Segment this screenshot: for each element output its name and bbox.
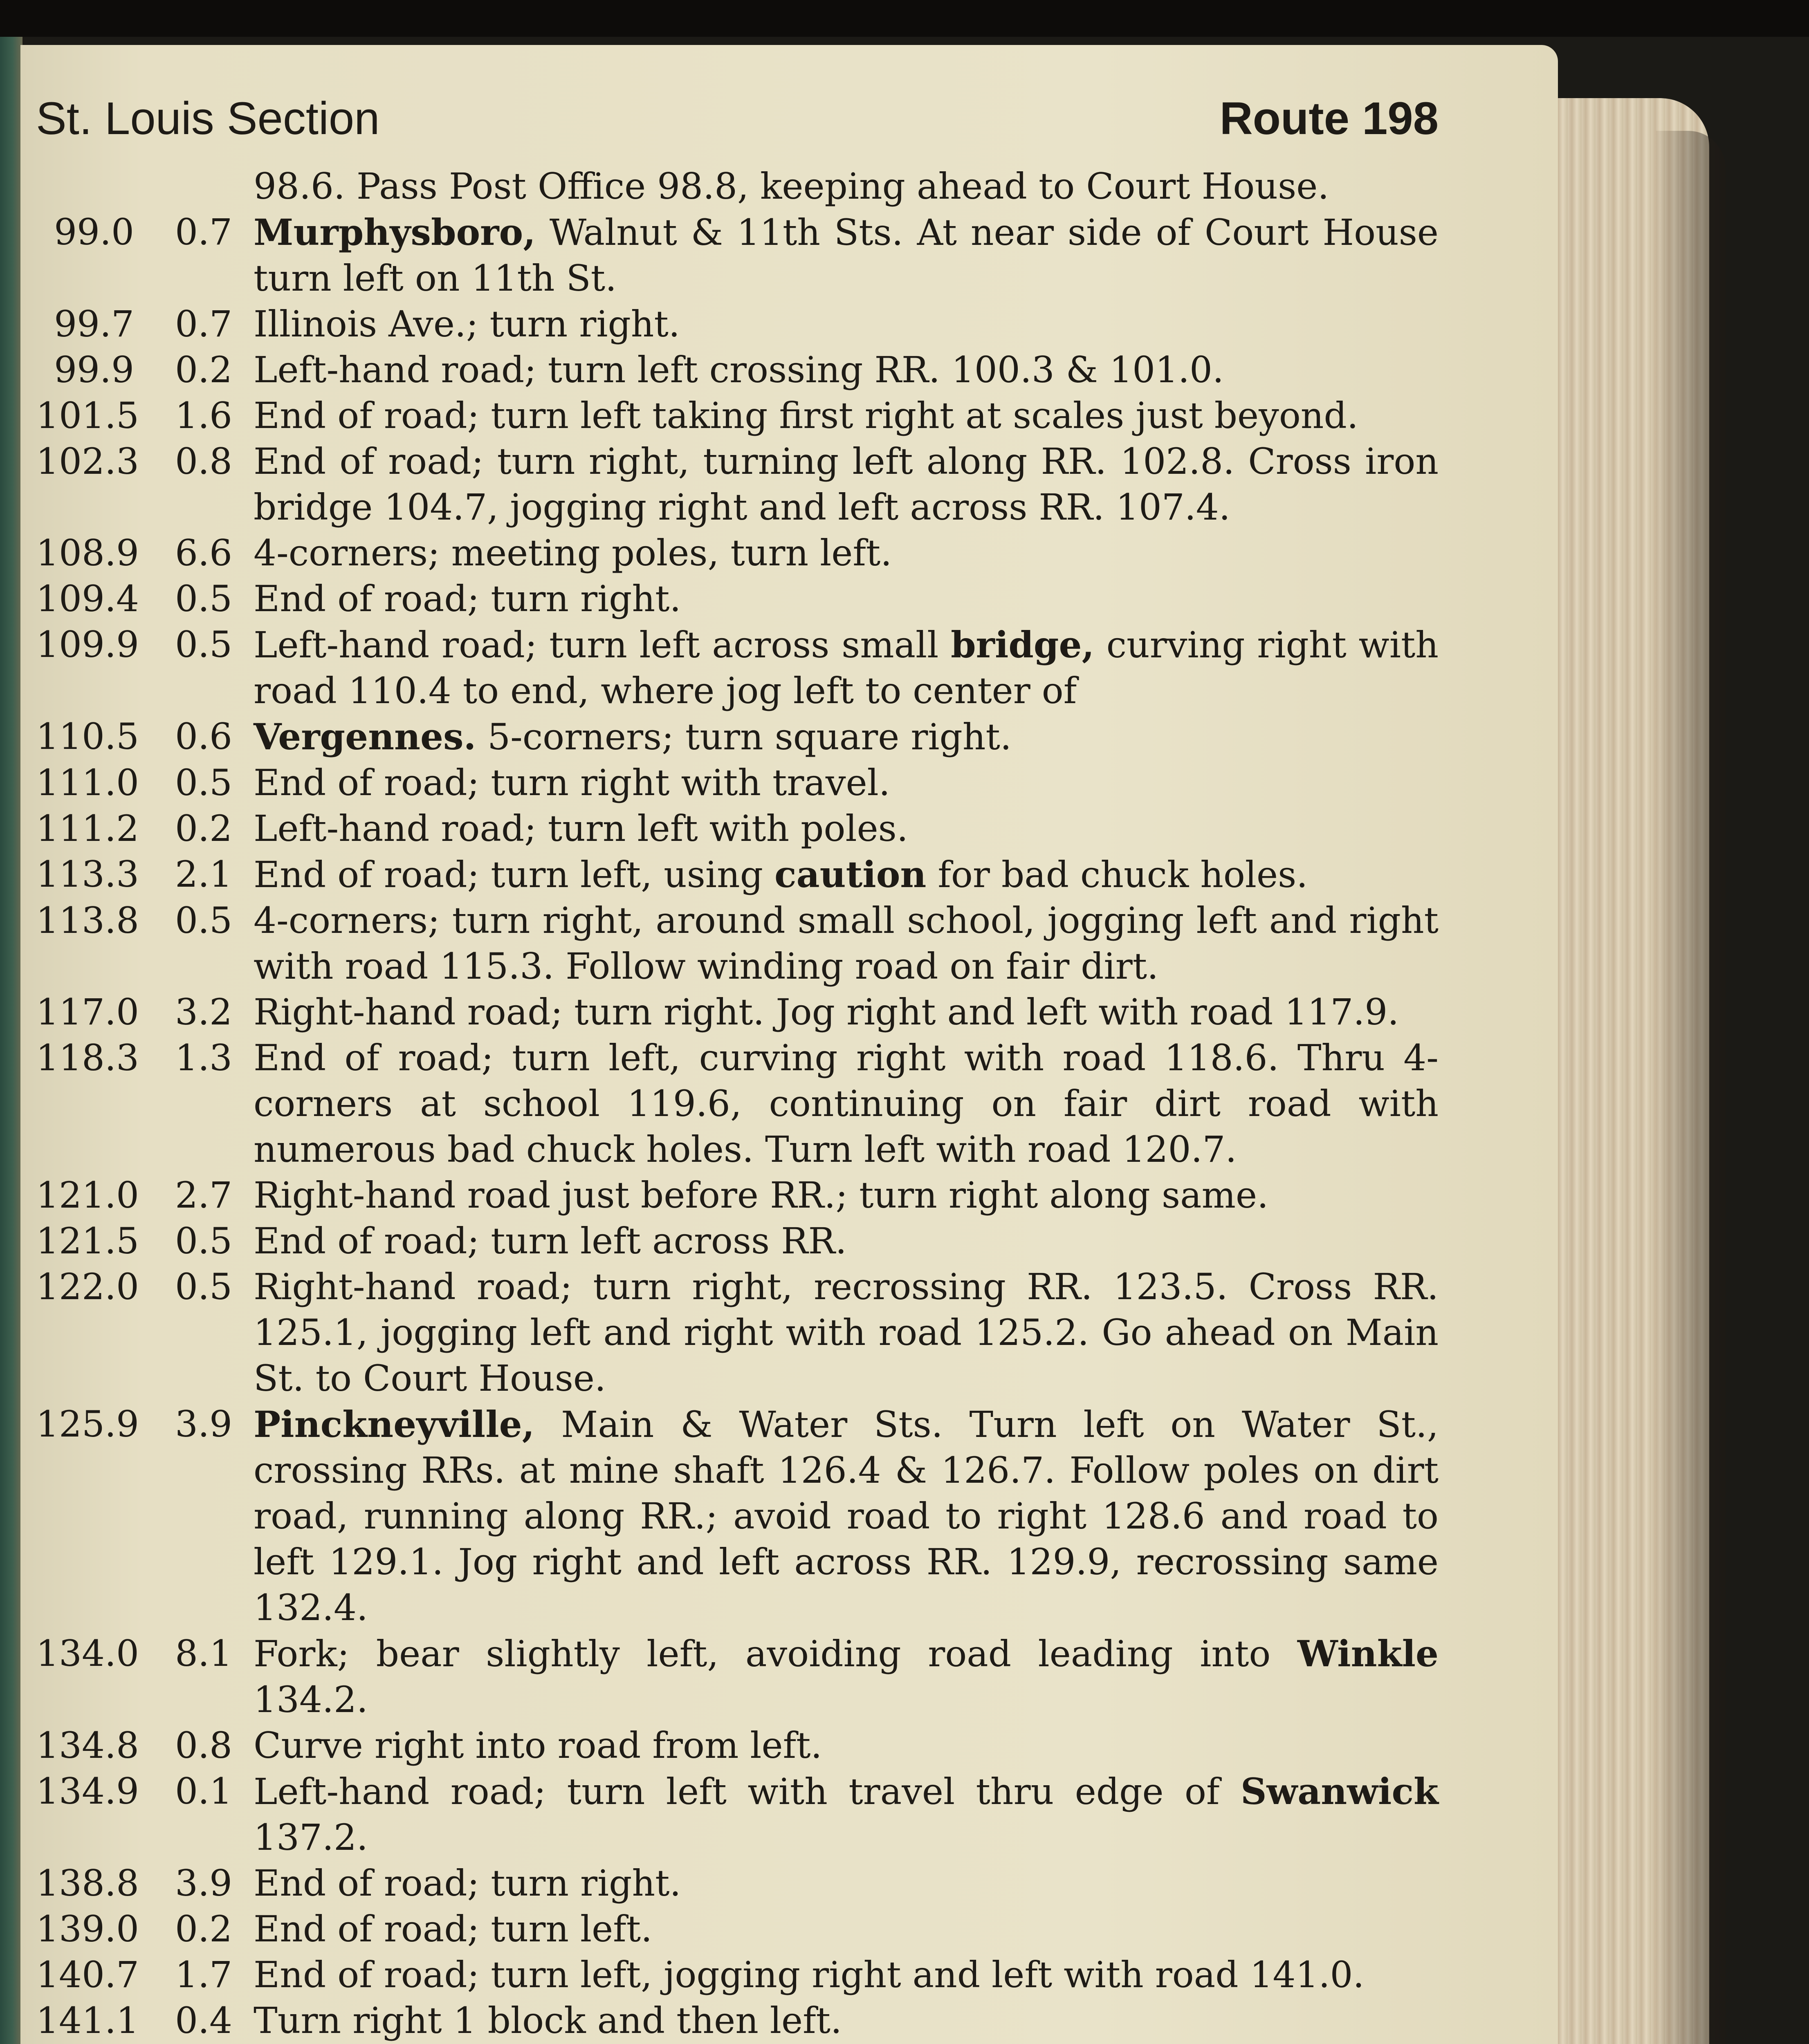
direction-fragment: End of road; turn left, curving right with road 118.6. Thru 4-corners at school 119.6, continuing on fair dirt road with numerous bad chuck holes. Turn left with road 120.7. [254,1037,1439,1170]
place-name: caution [774,853,927,896]
route-entry [36,1768,1439,1860]
direction-text [254,898,1439,989]
direction-fragment: Illinois Ave.; turn right. [254,303,680,345]
cumulative-mileage: 121.5 [36,1220,139,1262]
intermediate-distance: 2.1 [175,853,232,895]
route-entry [36,1998,1439,2044]
route-entry [36,760,1439,806]
route-entry [36,1906,1439,1952]
intermediate-distance: 2.7 [175,1174,232,1216]
intermediate-distance: 0.5 [175,578,232,620]
intermediate-distance: 0.6 [175,715,232,758]
direction-fragment: for bad chuck holes. [926,854,1308,896]
route-entry [36,806,1439,852]
direction-text [254,1631,1439,1723]
cumulative-mileage: 121.0 [36,1174,139,1216]
direction-text [254,1218,1439,1264]
intermediate-distance: 3.9 [175,1403,232,1445]
cumulative-mileage: 113.8 [36,899,139,941]
route-entry [36,393,1439,439]
direction-text [254,714,1439,760]
route-entry [36,530,1439,576]
intermediate-distance: 0.2 [175,1908,232,1950]
direction-text [254,530,1439,576]
cumulative-mileage: 101.5 [36,394,139,437]
route-entry [36,1723,1439,1768]
route-title: Route 198 [1219,93,1439,144]
cumulative-mileage: 111.2 [36,807,139,849]
direction-text [254,393,1439,439]
direction-text [254,806,1439,852]
direction-text [254,1998,1439,2044]
direction-fragment: End of road; turn left, using [254,854,775,896]
intermediate-distance: 0.1 [175,1770,232,1812]
route-entry [36,714,1439,760]
route-entry [36,898,1439,989]
direction-text [254,347,1439,393]
direction-fragment: Left-hand road; turn left with poles. [254,807,908,849]
cumulative-mileage: 139.0 [36,1908,139,1950]
route-entry [36,576,1439,622]
route-entry [36,301,1439,347]
direction-fragment: End of road; turn left, jogging right and left with road 141.0. [254,1954,1365,1996]
route-entry [36,1218,1439,1264]
intermediate-distance: 0.5 [175,1266,232,1308]
cumulative-mileage: 99.9 [54,349,134,391]
route-entry [36,989,1439,1035]
intermediate-distance: 6.6 [175,532,232,574]
direction-fragment: End of road; turn right. [254,578,681,620]
intermediate-distance: 8.1 [175,1632,232,1674]
direction-fragment: End of road; turn right with travel. [254,762,890,804]
route-entry [36,1952,1439,1998]
direction-fragment: Fork; bear slightly left, avoiding road leading into [254,1633,1297,1675]
route-entry [36,1264,1439,1401]
direction-fragment: End of road; turn left. [254,1908,653,1950]
place-name: Pinckneyville, [254,1403,535,1446]
book-cover-top [0,0,1809,37]
cumulative-mileage: 111.0 [36,762,139,804]
cumulative-mileage: 109.4 [36,578,139,620]
cumulative-mileage: 108.9 [36,532,139,574]
direction-fragment: Left-hand road; turn left with travel thru edge of [254,1771,1241,1813]
intermediate-distance: 0.5 [175,623,232,666]
intermediate-distance: 0.5 [175,762,232,804]
intermediate-distance: 0.7 [175,211,232,253]
direction-text [254,989,1439,1035]
cumulative-mileage: 134.0 [36,1632,139,1674]
route-entry [36,1172,1439,1218]
intermediate-distance: 0.4 [175,1999,232,2042]
facing-page-edge [0,37,22,2044]
cumulative-mileage: 140.7 [36,1954,139,1996]
direction-fragment: Turn right 1 block and then left. [254,1999,842,2042]
direction-fragment: Left-hand road; turn left across small [254,624,951,666]
direction-text [254,1264,1439,1401]
direction-text [254,1952,1439,1998]
cumulative-mileage: 134.9 [36,1770,139,1812]
direction-fragment: 137.2. [254,1816,368,1858]
direction-fragment: Walnut & 11th Sts. At near side of Court House turn left on 11th St. [254,211,1439,299]
continued-text: 98.6. Pass Post Office 98.8, keeping ahead to Court House. [254,165,1329,207]
route-entries [36,209,1439,2044]
cumulative-mileage: 125.9 [36,1403,139,1445]
direction-fragment: End of road; turn left across RR. [254,1220,847,1262]
cumulative-mileage: 102.3 [36,440,139,482]
direction-fragment: Right-hand road; turn right, recrossing RR. 123.5. Cross RR. 125.1, jogging left and right with road 125.2. Go ahead on Main St. to Court House. [254,1266,1439,1399]
cumulative-mileage: 110.5 [36,715,139,758]
place-name: Swanwick [1240,1770,1439,1813]
direction-text [254,1860,1439,1906]
direction-fragment: End of road; turn right. [254,1862,681,1904]
direction-fragment: Right-hand road just before RR.; turn right along same. [254,1174,1269,1216]
direction-text [254,1035,1439,1172]
direction-fragment: End of road; turn left taking first right at scales just beyond. [254,394,1358,437]
intermediate-distance: 0.5 [175,1220,232,1262]
cumulative-mileage: 122.0 [36,1266,139,1308]
direction-text [254,852,1439,898]
intermediate-distance: 0.5 [175,899,232,941]
direction-fragment: Left-hand road; turn left crossing RR. 100.3 & 101.0. [254,349,1224,391]
direction-text [254,760,1439,806]
cumulative-mileage: 99.7 [54,303,134,345]
direction-fragment: curving right with road 110.4 to end, where jog left to center of [254,624,1439,712]
direction-fragment: Right-hand road; turn right. Jog right and left with road 117.9. [254,991,1399,1033]
intermediate-distance: 0.7 [175,303,232,345]
cumulative-mileage: 138.8 [36,1862,139,1904]
direction-fragment: Main & Water Sts. Turn left on Water St., crossing RRs. at mine shaft 126.4 & 126.7. Follow poles on dirt road, running along RR.; avoid road to right 128.6 and road to left 129.1. Jog right and left across RR. 129.9, recrossing same 132.4. [254,1403,1439,1629]
direction-text [254,1768,1439,1860]
intermediate-distance: 3.2 [175,991,232,1033]
route-entry [36,852,1439,898]
direction-text [254,439,1439,530]
direction-text [254,209,1439,301]
route-entry [36,1401,1439,1631]
route-entry [36,209,1439,301]
place-name: bridge, [951,623,1095,666]
intermediate-distance: 0.8 [175,440,232,482]
route-entry [36,622,1439,714]
direction-fragment: 5-corners; turn square right. [476,716,1012,758]
place-name: Murphysboro, [254,211,536,253]
place-name: Vergennes. [254,715,476,758]
route-entry [36,1631,1439,1723]
direction-text [254,1906,1439,1952]
direction-text [254,1172,1439,1218]
direction-text [254,622,1439,714]
intermediate-distance: 1.6 [175,394,232,437]
intermediate-distance: 0.2 [175,349,232,391]
intermediate-distance: 3.9 [175,1862,232,1904]
place-name: Winkle [1297,1632,1439,1675]
direction-fragment: 134.2. [254,1679,368,1721]
cumulative-mileage: 118.3 [36,1037,139,1079]
book-page-edges-shadow [1656,131,1726,2044]
cumulative-mileage: 134.8 [36,1724,139,1766]
direction-text [254,1401,1439,1631]
route-entry [36,1860,1439,1906]
direction-fragment: 4-corners; turn right, around small school, jogging left and right with road 115.3. Follow winding road on fair dirt. [254,899,1439,987]
direction-fragment: 4-corners; meeting poles, turn left. [254,532,892,574]
route-log [36,164,1439,2044]
cumulative-mileage: 113.3 [36,853,139,895]
cumulative-mileage: 99.0 [54,211,134,253]
cumulative-mileage: 109.9 [36,623,139,666]
intermediate-distance: 1.3 [175,1037,232,1079]
direction-fragment: End of road; turn right, turning left along RR. 102.8. Cross iron bridge 104.7, jogging right and left across RR. 107.4. [254,440,1439,528]
route-entry [36,439,1439,530]
section-title: St. Louis Section [36,93,380,144]
intermediate-distance: 0.2 [175,807,232,849]
direction-text [254,301,1439,347]
cumulative-mileage: 141.1 [36,1999,139,2042]
direction-text [254,576,1439,622]
intermediate-distance: 0.8 [175,1724,232,1766]
route-entry [36,347,1439,393]
direction-fragment: Curve right into road from left. [254,1724,822,1766]
cumulative-mileage: 117.0 [36,991,139,1033]
running-head [36,92,1439,157]
direction-text [254,1723,1439,1768]
intermediate-distance: 1.7 [175,1954,232,1996]
route-entry [36,1035,1439,1172]
